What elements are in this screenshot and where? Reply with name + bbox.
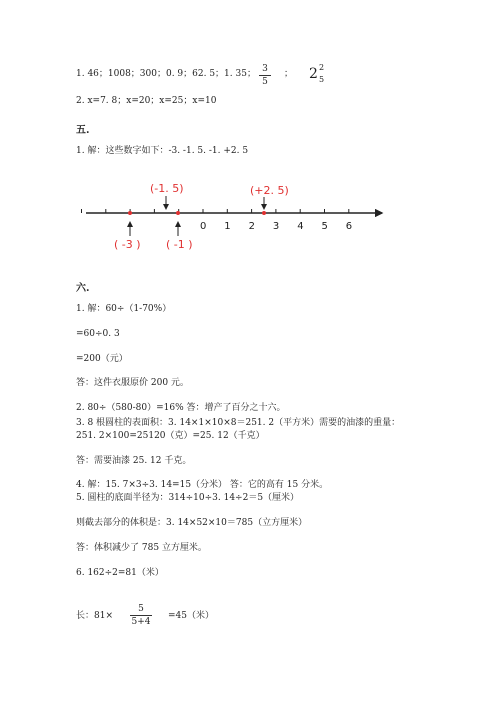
fraction-bar <box>130 615 152 616</box>
point-plus-2-5 <box>262 211 266 215</box>
fraction-numerator: 3 <box>262 64 268 74</box>
fraction-denominator: 5+4 <box>131 617 151 627</box>
label-minus-3: ( -3 ) <box>114 238 141 251</box>
mixed-whole: 2 <box>309 66 318 82</box>
answer-6-line-8: 答：需要油漆 25. 12 千克。 <box>76 456 192 466</box>
answer-6-line-12: 答：体积减少了 785 立方厘米。 <box>76 543 207 553</box>
answer-6-line-13: 6. 162÷2=81（米） <box>76 568 164 578</box>
number-line-tick-label: 2 <box>248 221 255 232</box>
answer-4-line-2: 2. x=7. 8；x=20；x=25；x=10 <box>76 96 217 106</box>
answer-6-line-14-suffix: =45（米） <box>168 611 214 621</box>
number-line <box>0 178 500 258</box>
number-line-tick-label: 5 <box>321 221 328 232</box>
mixed-number <box>309 63 329 88</box>
number-line-tick-label: 6 <box>345 221 353 232</box>
answer-6-line-11: 则截去部分的体积是：3. 14×52×10＝785（立方厘米） <box>76 518 308 528</box>
answer-6-line-4: 答：这件衣服原价 200 元。 <box>76 378 189 388</box>
answer-4-line-1: 1. 46；1008；300；0. 9；62. 5；1. 35； <box>76 69 256 79</box>
answer-6-line-7: 251. 2×100=25120（克）=25. 12（千克） <box>76 431 265 441</box>
mixed-numerator: 2 <box>319 63 325 72</box>
label-minus-1-5: (-1. 5) <box>150 182 184 195</box>
answer-6-line-9: 4. 解：15. 7×3÷3. 14=15（分米） 答：它的高有 15 分米。 <box>76 480 329 490</box>
number-line-tick-label: 3 <box>272 221 280 232</box>
number-line-tick-label: 1 <box>224 221 231 232</box>
point-minus-1 <box>176 211 180 215</box>
answer-6-line-3: =200（元） <box>76 354 128 364</box>
section-5-heading: 五. <box>76 125 90 136</box>
mixed-denominator: 5 <box>319 75 325 84</box>
fraction-5-over-9 <box>130 604 152 627</box>
label-plus-2-5: (+2. 5) <box>250 184 289 197</box>
separator: ； <box>284 69 294 79</box>
fraction-denominator: 5 <box>262 77 268 87</box>
number-line-tick-labels <box>200 221 352 232</box>
answer-5-line-1: 1. 解：这些数字如下：-3. -1. 5. -1. +2. 5 <box>76 146 249 156</box>
fraction-3-5 <box>259 64 271 87</box>
number-line-tick-label: 4 <box>297 221 304 232</box>
label-minus-1: ( -1 ) <box>166 238 193 251</box>
fraction-bar <box>259 75 271 76</box>
answer-6-line-14-prefix: 长：81× <box>76 611 113 621</box>
fraction-numerator: 5 <box>138 604 144 614</box>
answer-6-line-2: =60÷0. 3 <box>76 329 120 339</box>
number-line-tick-label: 0 <box>200 221 207 232</box>
answer-6-line-6: 3. 8 根圆柱的表面积：3. 14×1×10×8＝251. 2（平方米）需要的油漆的重量： <box>76 418 401 428</box>
answer-6-line-10: 5. 圆柱的底面半径为：314÷10÷3. 14÷2＝5（厘米） <box>76 493 300 503</box>
point-minus-3 <box>128 211 132 215</box>
answer-6-line-1: 1. 解：60÷（1-70%） <box>76 304 172 314</box>
answer-6-line-5: 2. 80÷（580-80）=16% 答：增产了百分之十六。 <box>76 403 286 413</box>
section-6-heading: 六. <box>76 283 90 294</box>
